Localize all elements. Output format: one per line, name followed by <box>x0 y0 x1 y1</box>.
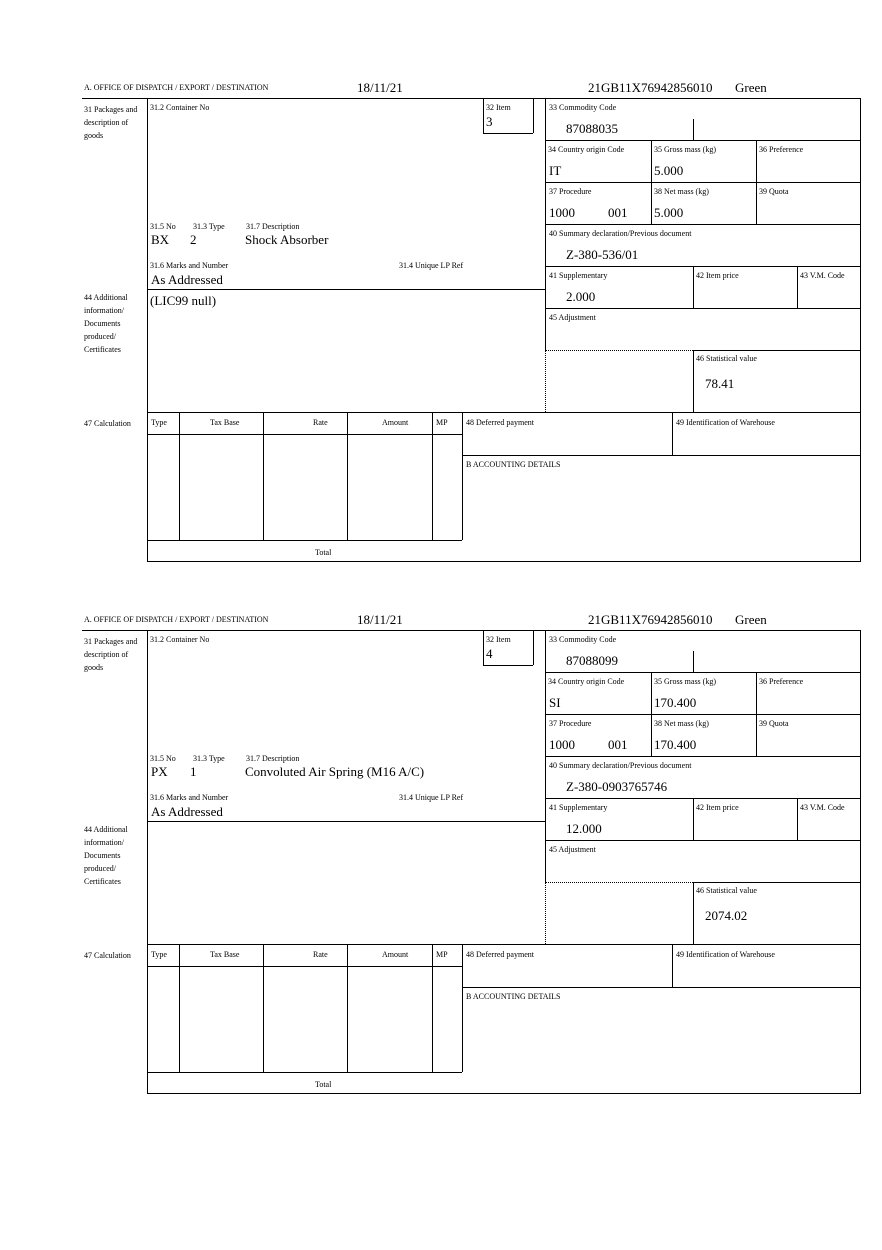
adjust-label: 45 Adjustment <box>549 845 596 854</box>
box37-bottom-border <box>545 224 860 225</box>
adjust-label: 45 Adjustment <box>549 313 596 322</box>
form-left-border <box>147 98 148 562</box>
procedure-value-2: 001 <box>608 737 628 752</box>
form-top-border <box>82 630 861 631</box>
deferred-label: 48 Deferred payment <box>466 950 534 959</box>
price-label: 42 Item price <box>696 271 739 280</box>
commodity-tick <box>693 119 694 140</box>
procedure-label: 37 Procedure <box>549 187 592 196</box>
calc-col-3 <box>347 412 348 540</box>
box48-bottom-border <box>462 455 860 456</box>
box45-bottom-border <box>693 350 860 351</box>
middle-divider-dotted <box>545 350 546 412</box>
container-label: 31.2 Container No <box>150 635 210 644</box>
middle-divider-dotted <box>545 882 546 944</box>
commodity-label: 33 Commodity Code <box>549 103 617 112</box>
net-value: 170.400 <box>654 737 697 752</box>
net-label: 38 Net mass (kg) <box>654 719 709 728</box>
accounting-label: B ACCOUNTING DETAILS <box>466 992 561 1001</box>
calc-col-3 <box>347 944 348 1072</box>
no-label: 31.5 No <box>150 222 176 231</box>
vm-label: 43 V.M. Code <box>800 271 845 280</box>
stat-label: 46 Statistical value <box>696 354 757 363</box>
container-label: 31.2 Container No <box>150 103 210 112</box>
box40-bottom-border <box>545 266 860 267</box>
item-value: 3 <box>486 114 493 129</box>
country-label: 34 Country origin Code <box>548 145 625 154</box>
col-divider-c <box>693 798 694 840</box>
col-divider-d <box>797 798 798 840</box>
box48-right-border <box>672 944 673 987</box>
calc-col-2 <box>263 944 264 1072</box>
item-box-left <box>483 98 484 133</box>
stat-value: 78.41 <box>705 376 735 391</box>
box31-bottom-border <box>147 289 545 290</box>
procedure-label: 37 Procedure <box>549 719 592 728</box>
office-label: A. OFFICE OF DISPATCH / EXPORT / DESTINATION <box>84 615 269 624</box>
unique-label: 31.4 Unique LP Ref <box>399 261 464 270</box>
box41-bottom-border <box>545 308 860 309</box>
desc-label: 31.7 Description <box>246 222 300 231</box>
calc-header-amount: Amount <box>382 418 409 427</box>
procedure-value-1: 1000 <box>549 205 575 220</box>
procedure-value-1: 1000 <box>549 737 575 752</box>
gross-value: 170.400 <box>654 695 697 710</box>
calc-header-tax-base: Tax Base <box>210 418 240 427</box>
price-label: 42 Item price <box>696 803 739 812</box>
calc-header-rate: Rate <box>313 418 328 427</box>
item-box-right <box>533 630 534 665</box>
country-label: 34 Country origin Code <box>548 677 625 686</box>
unique-label: 31.4 Unique LP Ref <box>399 793 464 802</box>
box31-label: 31 Packages and description of goods <box>84 105 138 140</box>
box46-left-border <box>693 882 694 944</box>
box34-bottom-border <box>545 714 860 715</box>
box44-bottom-border <box>147 944 860 945</box>
item-box-bottom <box>483 133 533 134</box>
box45-dotted-border <box>545 350 693 351</box>
form-right-border <box>860 98 861 562</box>
preference-label: 36 Preference <box>759 677 804 686</box>
summary-label: 40 Summary declaration/Previous document <box>549 229 692 238</box>
calc-col-5 <box>462 412 463 540</box>
type-value: 1 <box>190 764 197 779</box>
item-box-right <box>533 98 534 133</box>
box41-bottom-border <box>545 840 860 841</box>
calc-header-tax-base: Tax Base <box>210 950 240 959</box>
accounting-label: B ACCOUNTING DETAILS <box>466 460 561 469</box>
calc-total-line <box>147 1072 462 1073</box>
box44-value: (LIC99 null) <box>150 293 217 308</box>
preference-label: 36 Preference <box>759 145 804 154</box>
route-color: Green <box>735 80 767 95</box>
col-divider-d <box>797 266 798 308</box>
box44-label: 44 Additional information/ Documents produced/ Certificates <box>84 293 128 354</box>
form-left-border <box>147 630 148 1094</box>
calc-header-type: Type <box>151 418 167 427</box>
col-divider-b <box>756 672 757 756</box>
no-value: PX <box>151 764 168 779</box>
item-box-left <box>483 630 484 665</box>
quota-label: 39 Quota <box>759 719 789 728</box>
commodity-value: 87088099 <box>566 653 618 668</box>
box47-label: 47 Calculation <box>84 951 131 960</box>
calc-col-4 <box>432 412 433 540</box>
box46-left-border <box>693 350 694 412</box>
quota-label: 39 Quota <box>759 187 789 196</box>
box48-right-border <box>672 412 673 455</box>
item-label: 32 Item <box>486 103 511 112</box>
box48-bottom-border <box>462 987 860 988</box>
net-value: 5.000 <box>654 205 684 220</box>
form-right-border <box>860 630 861 1094</box>
stat-value: 2074.02 <box>705 908 748 923</box>
box44-bottom-border <box>147 412 860 413</box>
col-divider-c <box>693 266 694 308</box>
box45-bottom-border <box>693 882 860 883</box>
total-label: Total <box>315 548 332 557</box>
procedure-value-2: 001 <box>608 205 628 220</box>
box31-label: 31 Packages and description of goods <box>84 637 138 672</box>
item-box-bottom <box>483 665 533 666</box>
marks-value: As Addressed <box>151 804 223 819</box>
calc-header-type: Type <box>151 950 167 959</box>
calc-header-line <box>147 966 462 967</box>
declaration-date: 18/11/21 <box>357 612 403 627</box>
marks-label: 31.6 Marks and Number <box>150 793 229 802</box>
total-label: Total <box>315 1080 332 1089</box>
summary-label: 40 Summary declaration/Previous document <box>549 761 692 770</box>
calc-col-2 <box>263 412 264 540</box>
box37-bottom-border <box>545 756 860 757</box>
stat-label: 46 Statistical value <box>696 886 757 895</box>
deferred-label: 48 Deferred payment <box>466 418 534 427</box>
commodity-value: 87088035 <box>566 121 618 136</box>
calc-col-4 <box>432 944 433 1072</box>
summary-value: Z-380-536/01 <box>566 247 639 262</box>
calc-header-amount: Amount <box>382 950 409 959</box>
desc-value: Shock Absorber <box>245 232 329 247</box>
box45-dotted-border <box>545 882 693 883</box>
item-value: 4 <box>486 646 493 661</box>
desc-value: Convoluted Air Spring (M16 A/C) <box>245 764 425 779</box>
box33-bottom-border <box>545 672 860 673</box>
type-label: 31.3 Type <box>193 222 225 231</box>
supp-label: 41 Supplementary <box>549 803 608 812</box>
declaration-form-item-3 <box>0 0 882 557</box>
warehouse-label: 49 Identification of Warehouse <box>676 950 775 959</box>
item-label: 32 Item <box>486 635 511 644</box>
box40-bottom-border <box>545 798 860 799</box>
declaration-reference: 21GB11X76942856010 <box>588 80 713 95</box>
declaration-reference: 21GB11X76942856010 <box>588 612 713 627</box>
gross-label: 35 Gross mass (kg) <box>654 145 716 154</box>
box33-bottom-border <box>545 140 860 141</box>
supp-value: 12.000 <box>566 821 602 836</box>
col-divider-b <box>756 140 757 224</box>
office-label: A. OFFICE OF DISPATCH / EXPORT / DESTINATION <box>84 83 269 92</box>
declaration-date: 18/11/21 <box>357 80 403 95</box>
type-value: 2 <box>190 232 197 247</box>
declaration-form-item-4 <box>0 532 882 1089</box>
no-label: 31.5 No <box>150 754 176 763</box>
box47-label: 47 Calculation <box>84 419 131 428</box>
box44-label: 44 Additional information/ Documents produced/ Certificates <box>84 825 128 886</box>
route-color: Green <box>735 612 767 627</box>
country-value: SI <box>549 695 561 710</box>
commodity-tick <box>693 651 694 672</box>
calc-col-1 <box>179 412 180 540</box>
gross-value: 5.000 <box>654 163 684 178</box>
calc-header-rate: Rate <box>313 950 328 959</box>
no-value: BX <box>151 232 170 247</box>
net-label: 38 Net mass (kg) <box>654 187 709 196</box>
type-label: 31.3 Type <box>193 754 225 763</box>
summary-value: Z-380-0903765746 <box>566 779 668 794</box>
commodity-label: 33 Commodity Code <box>549 635 617 644</box>
marks-value: As Addressed <box>151 272 223 287</box>
box34-bottom-border <box>545 182 860 183</box>
calc-header-mp: MP <box>436 418 448 427</box>
vm-label: 43 V.M. Code <box>800 803 845 812</box>
marks-label: 31.6 Marks and Number <box>150 261 229 270</box>
gross-label: 35 Gross mass (kg) <box>654 677 716 686</box>
supp-label: 41 Supplementary <box>549 271 608 280</box>
calc-header-line <box>147 434 462 435</box>
calc-col-1 <box>179 944 180 1072</box>
form-bottom-border <box>147 1093 860 1094</box>
desc-label: 31.7 Description <box>246 754 300 763</box>
form-top-border <box>82 98 861 99</box>
supp-value: 2.000 <box>566 289 596 304</box>
box31-bottom-border <box>147 821 545 822</box>
warehouse-label: 49 Identification of Warehouse <box>676 418 775 427</box>
country-value: IT <box>549 163 562 178</box>
calc-header-mp: MP <box>436 950 448 959</box>
calc-col-5 <box>462 944 463 1072</box>
col-divider-a <box>651 140 652 224</box>
col-divider-a <box>651 672 652 756</box>
